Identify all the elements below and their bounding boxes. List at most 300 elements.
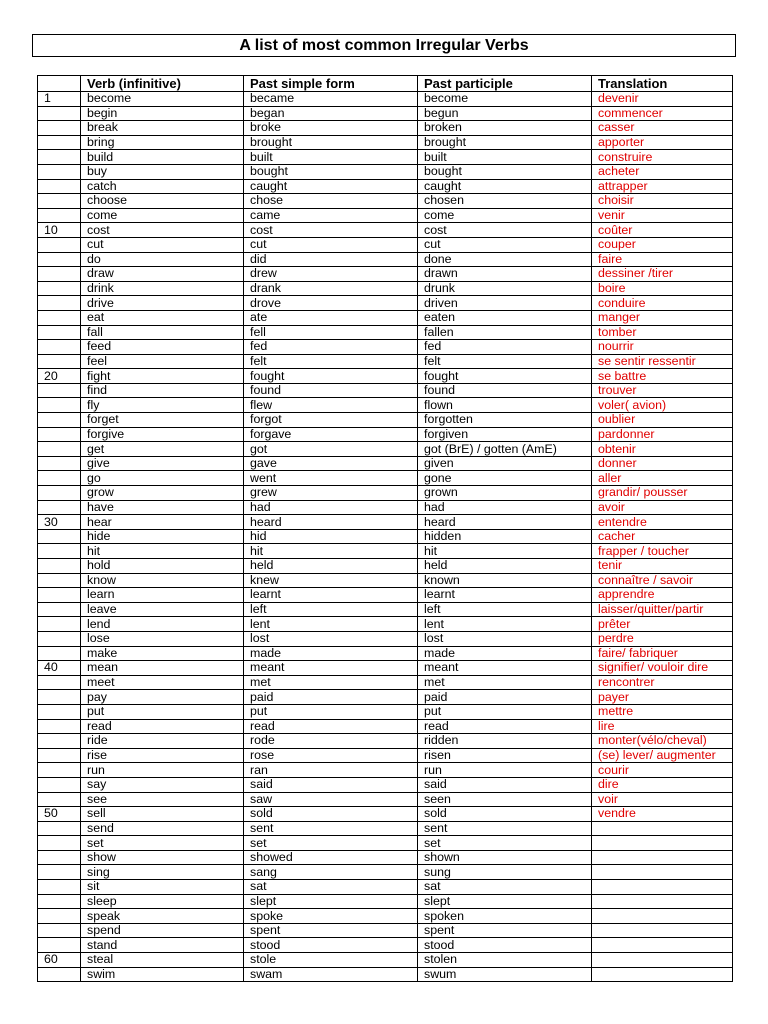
verb-infinitive: feed bbox=[81, 340, 244, 355]
past-participle: done bbox=[418, 252, 592, 267]
past-simple: sold bbox=[244, 807, 418, 822]
row-number bbox=[38, 704, 81, 719]
verb-infinitive: grow bbox=[81, 486, 244, 501]
past-simple: fought bbox=[244, 369, 418, 384]
translation: apporter bbox=[592, 135, 733, 150]
verb-infinitive: spend bbox=[81, 923, 244, 938]
table-row bbox=[38, 296, 733, 311]
past-participle: given bbox=[418, 456, 592, 471]
past-simple: began bbox=[244, 106, 418, 121]
past-simple: swam bbox=[244, 967, 418, 982]
table-row bbox=[38, 704, 733, 719]
table-row bbox=[38, 208, 733, 223]
row-number bbox=[38, 179, 81, 194]
past-participle: seen bbox=[418, 792, 592, 807]
past-simple: rose bbox=[244, 748, 418, 763]
table-row bbox=[38, 281, 733, 296]
verb-infinitive: have bbox=[81, 500, 244, 515]
past-participle: sat bbox=[418, 880, 592, 895]
past-simple: drank bbox=[244, 281, 418, 296]
translation: laisser/quitter/partir bbox=[592, 602, 733, 617]
translation: payer bbox=[592, 690, 733, 705]
past-simple: got bbox=[244, 442, 418, 457]
past-simple: paid bbox=[244, 690, 418, 705]
translation: mettre bbox=[592, 704, 733, 719]
verb-infinitive: sit bbox=[81, 880, 244, 895]
row-number bbox=[38, 194, 81, 209]
row-number bbox=[38, 967, 81, 982]
table-row bbox=[38, 150, 733, 165]
translation: construire bbox=[592, 150, 733, 165]
past-participle: sung bbox=[418, 865, 592, 880]
verb-infinitive: send bbox=[81, 821, 244, 836]
table-row bbox=[38, 194, 733, 209]
row-number bbox=[38, 938, 81, 953]
translation bbox=[592, 967, 733, 982]
translation: manger bbox=[592, 310, 733, 325]
row-number: 40 bbox=[38, 661, 81, 676]
translation: couper bbox=[592, 237, 733, 252]
translation bbox=[592, 836, 733, 851]
past-participle: cut bbox=[418, 237, 592, 252]
past-simple: spoke bbox=[244, 909, 418, 924]
verb-infinitive: fly bbox=[81, 398, 244, 413]
row-number bbox=[38, 675, 81, 690]
row-number bbox=[38, 456, 81, 471]
verb-infinitive: draw bbox=[81, 267, 244, 282]
row-number bbox=[38, 135, 81, 150]
row-number bbox=[38, 777, 81, 792]
past-participle: fallen bbox=[418, 325, 592, 340]
row-number: 50 bbox=[38, 807, 81, 822]
past-simple: forgave bbox=[244, 427, 418, 442]
row-number: 60 bbox=[38, 953, 81, 968]
verb-infinitive: become bbox=[81, 92, 244, 107]
past-participle: risen bbox=[418, 748, 592, 763]
table-row bbox=[38, 953, 733, 968]
past-simple: gave bbox=[244, 456, 418, 471]
table-row bbox=[38, 442, 733, 457]
past-participle: shown bbox=[418, 850, 592, 865]
past-participle: grown bbox=[418, 486, 592, 501]
row-number: 1 bbox=[38, 92, 81, 107]
past-simple: read bbox=[244, 719, 418, 734]
table-row bbox=[38, 325, 733, 340]
table-row bbox=[38, 821, 733, 836]
verb-infinitive: meet bbox=[81, 675, 244, 690]
row-number bbox=[38, 413, 81, 428]
verb-infinitive: sell bbox=[81, 807, 244, 822]
past-participle: built bbox=[418, 150, 592, 165]
verb-infinitive: eat bbox=[81, 310, 244, 325]
past-simple: broke bbox=[244, 121, 418, 136]
translation bbox=[592, 894, 733, 909]
past-participle: paid bbox=[418, 690, 592, 705]
row-number bbox=[38, 427, 81, 442]
past-participle: made bbox=[418, 646, 592, 661]
table-row bbox=[38, 748, 733, 763]
row-number bbox=[38, 573, 81, 588]
past-simple: slept bbox=[244, 894, 418, 909]
past-participle: spoken bbox=[418, 909, 592, 924]
row-number bbox=[38, 865, 81, 880]
translation: vendre bbox=[592, 807, 733, 822]
table-row bbox=[38, 223, 733, 238]
past-participle: eaten bbox=[418, 310, 592, 325]
past-simple: stood bbox=[244, 938, 418, 953]
row-number bbox=[38, 602, 81, 617]
verbs-table-body bbox=[38, 92, 733, 982]
past-participle: hidden bbox=[418, 529, 592, 544]
table-row bbox=[38, 179, 733, 194]
translation: rencontrer bbox=[592, 675, 733, 690]
translation: donner bbox=[592, 456, 733, 471]
translation: frapper / toucher bbox=[592, 544, 733, 559]
past-participle: run bbox=[418, 763, 592, 778]
past-simple: fell bbox=[244, 325, 418, 340]
translation bbox=[592, 953, 733, 968]
row-number bbox=[38, 310, 81, 325]
past-participle: read bbox=[418, 719, 592, 734]
past-participle: fed bbox=[418, 340, 592, 355]
table-row bbox=[38, 237, 733, 252]
row-number bbox=[38, 354, 81, 369]
translation: connaître / savoir bbox=[592, 573, 733, 588]
past-participle: driven bbox=[418, 296, 592, 311]
row-number: 30 bbox=[38, 515, 81, 530]
table-row bbox=[38, 310, 733, 325]
past-simple: knew bbox=[244, 573, 418, 588]
past-simple: bought bbox=[244, 164, 418, 179]
past-participle: got (BrE) / gotten (AmE) bbox=[418, 442, 592, 457]
row-number bbox=[38, 894, 81, 909]
verb-infinitive: learn bbox=[81, 588, 244, 603]
row-number bbox=[38, 529, 81, 544]
past-participle: broken bbox=[418, 121, 592, 136]
past-simple: grew bbox=[244, 486, 418, 501]
row-number bbox=[38, 719, 81, 734]
header-infinitive: Verb (infinitive) bbox=[81, 76, 244, 92]
table-row bbox=[38, 354, 733, 369]
past-simple: drove bbox=[244, 296, 418, 311]
past-participle: begun bbox=[418, 106, 592, 121]
header-translation: Translation bbox=[592, 76, 733, 92]
table-row bbox=[38, 369, 733, 384]
translation bbox=[592, 850, 733, 865]
past-participle: had bbox=[418, 500, 592, 515]
row-number bbox=[38, 617, 81, 632]
table-row bbox=[38, 92, 733, 107]
past-simple: left bbox=[244, 602, 418, 617]
table-row bbox=[38, 340, 733, 355]
past-participle: spent bbox=[418, 923, 592, 938]
verb-infinitive: stand bbox=[81, 938, 244, 953]
translation: coûter bbox=[592, 223, 733, 238]
verb-infinitive: hear bbox=[81, 515, 244, 530]
past-simple: meant bbox=[244, 661, 418, 676]
translation: choisir bbox=[592, 194, 733, 209]
table-row bbox=[38, 588, 733, 603]
table-row bbox=[38, 865, 733, 880]
verb-infinitive: set bbox=[81, 836, 244, 851]
verb-infinitive: steal bbox=[81, 953, 244, 968]
row-number bbox=[38, 106, 81, 121]
verb-infinitive: say bbox=[81, 777, 244, 792]
row-number bbox=[38, 763, 81, 778]
table-row bbox=[38, 559, 733, 574]
translation: se sentir ressentir bbox=[592, 354, 733, 369]
translation: avoir bbox=[592, 500, 733, 515]
past-simple: sent bbox=[244, 821, 418, 836]
translation: perdre bbox=[592, 631, 733, 646]
past-simple: sang bbox=[244, 865, 418, 880]
translation: oublier bbox=[592, 413, 733, 428]
past-simple: hid bbox=[244, 529, 418, 544]
row-number bbox=[38, 821, 81, 836]
table-row bbox=[38, 734, 733, 749]
table-row bbox=[38, 121, 733, 136]
row-number bbox=[38, 164, 81, 179]
past-simple: drew bbox=[244, 267, 418, 282]
table-row bbox=[38, 486, 733, 501]
past-simple: put bbox=[244, 704, 418, 719]
row-number bbox=[38, 500, 81, 515]
past-participle: cost bbox=[418, 223, 592, 238]
past-participle: forgiven bbox=[418, 427, 592, 442]
past-participle: flown bbox=[418, 398, 592, 413]
table-header-row bbox=[38, 76, 733, 92]
header-past-participle: Past participle bbox=[418, 76, 592, 92]
row-number bbox=[38, 121, 81, 136]
table-row bbox=[38, 850, 733, 865]
verb-infinitive: leave bbox=[81, 602, 244, 617]
past-simple: saw bbox=[244, 792, 418, 807]
table-row bbox=[38, 515, 733, 530]
verb-infinitive: swim bbox=[81, 967, 244, 982]
verb-infinitive: choose bbox=[81, 194, 244, 209]
past-simple: flew bbox=[244, 398, 418, 413]
translation: voir bbox=[592, 792, 733, 807]
table-row bbox=[38, 719, 733, 734]
past-simple: fed bbox=[244, 340, 418, 355]
past-participle: bought bbox=[418, 164, 592, 179]
translation: commencer bbox=[592, 106, 733, 121]
translation: tenir bbox=[592, 559, 733, 574]
past-participle: gone bbox=[418, 471, 592, 486]
verb-infinitive: find bbox=[81, 383, 244, 398]
row-number bbox=[38, 850, 81, 865]
verb-infinitive: bring bbox=[81, 135, 244, 150]
past-participle: meant bbox=[418, 661, 592, 676]
past-simple: went bbox=[244, 471, 418, 486]
verbs-table bbox=[37, 75, 733, 982]
past-participle: met bbox=[418, 675, 592, 690]
past-participle: found bbox=[418, 383, 592, 398]
verb-infinitive: feel bbox=[81, 354, 244, 369]
past-participle: caught bbox=[418, 179, 592, 194]
past-participle: ridden bbox=[418, 734, 592, 749]
past-participle: sent bbox=[418, 821, 592, 836]
row-number bbox=[38, 631, 81, 646]
past-simple: found bbox=[244, 383, 418, 398]
table-row bbox=[38, 967, 733, 982]
past-simple: heard bbox=[244, 515, 418, 530]
past-participle: left bbox=[418, 602, 592, 617]
row-number bbox=[38, 880, 81, 895]
row-number bbox=[38, 267, 81, 282]
translation: prêter bbox=[592, 617, 733, 632]
table-row bbox=[38, 675, 733, 690]
table-row bbox=[38, 923, 733, 938]
table-row bbox=[38, 164, 733, 179]
table-row bbox=[38, 106, 733, 121]
past-participle: heard bbox=[418, 515, 592, 530]
verb-infinitive: do bbox=[81, 252, 244, 267]
translation: acheter bbox=[592, 164, 733, 179]
past-simple: made bbox=[244, 646, 418, 661]
translation: nourrir bbox=[592, 340, 733, 355]
past-participle: hit bbox=[418, 544, 592, 559]
table-row bbox=[38, 807, 733, 822]
table-row bbox=[38, 792, 733, 807]
verb-infinitive: drink bbox=[81, 281, 244, 296]
past-simple: cut bbox=[244, 237, 418, 252]
row-number bbox=[38, 690, 81, 705]
table-row bbox=[38, 909, 733, 924]
translation: pardonner bbox=[592, 427, 733, 442]
verb-infinitive: show bbox=[81, 850, 244, 865]
verb-infinitive: cost bbox=[81, 223, 244, 238]
past-participle: sold bbox=[418, 807, 592, 822]
row-number bbox=[38, 325, 81, 340]
verb-infinitive: hit bbox=[81, 544, 244, 559]
table-row bbox=[38, 398, 733, 413]
table-row bbox=[38, 471, 733, 486]
verb-infinitive: hold bbox=[81, 559, 244, 574]
row-number bbox=[38, 281, 81, 296]
translation: voler( avion) bbox=[592, 398, 733, 413]
past-simple: learnt bbox=[244, 588, 418, 603]
past-simple: brought bbox=[244, 135, 418, 150]
table-row bbox=[38, 135, 733, 150]
verb-infinitive: cut bbox=[81, 237, 244, 252]
past-simple: held bbox=[244, 559, 418, 574]
table-row bbox=[38, 573, 733, 588]
past-simple: set bbox=[244, 836, 418, 851]
past-participle: stood bbox=[418, 938, 592, 953]
past-participle: held bbox=[418, 559, 592, 574]
row-number bbox=[38, 237, 81, 252]
table-row bbox=[38, 836, 733, 851]
translation: obtenir bbox=[592, 442, 733, 457]
table-row bbox=[38, 777, 733, 792]
table-row bbox=[38, 894, 733, 909]
past-participle: stolen bbox=[418, 953, 592, 968]
translation: conduire bbox=[592, 296, 733, 311]
past-participle: put bbox=[418, 704, 592, 719]
past-simple: ran bbox=[244, 763, 418, 778]
past-participle: drunk bbox=[418, 281, 592, 296]
row-number bbox=[38, 923, 81, 938]
row-number bbox=[38, 398, 81, 413]
row-number bbox=[38, 150, 81, 165]
translation: dessiner /tirer bbox=[592, 267, 733, 282]
past-simple: spent bbox=[244, 923, 418, 938]
table-row bbox=[38, 880, 733, 895]
past-simple: became bbox=[244, 92, 418, 107]
translation bbox=[592, 821, 733, 836]
translation bbox=[592, 923, 733, 938]
past-participle: forgotten bbox=[418, 413, 592, 428]
table-row bbox=[38, 602, 733, 617]
past-simple: lent bbox=[244, 617, 418, 632]
past-participle: swum bbox=[418, 967, 592, 982]
verb-infinitive: drive bbox=[81, 296, 244, 311]
past-participle: lent bbox=[418, 617, 592, 632]
translation: attrapper bbox=[592, 179, 733, 194]
table-row bbox=[38, 456, 733, 471]
translation: trouver bbox=[592, 383, 733, 398]
translation: aller bbox=[592, 471, 733, 486]
translation: venir bbox=[592, 208, 733, 223]
past-participle: lost bbox=[418, 631, 592, 646]
past-simple: said bbox=[244, 777, 418, 792]
translation: se battre bbox=[592, 369, 733, 384]
past-participle: set bbox=[418, 836, 592, 851]
table-row bbox=[38, 252, 733, 267]
page-title bbox=[32, 34, 736, 57]
translation: tomber bbox=[592, 325, 733, 340]
past-simple: ate bbox=[244, 310, 418, 325]
translation: monter(vélo/cheval) bbox=[592, 734, 733, 749]
verb-infinitive: lend bbox=[81, 617, 244, 632]
translation: devenir bbox=[592, 92, 733, 107]
verb-infinitive: give bbox=[81, 456, 244, 471]
verb-infinitive: hide bbox=[81, 529, 244, 544]
translation bbox=[592, 880, 733, 895]
translation: grandir/ pousser bbox=[592, 486, 733, 501]
verb-infinitive: fight bbox=[81, 369, 244, 384]
table-row bbox=[38, 690, 733, 705]
verb-infinitive: get bbox=[81, 442, 244, 457]
row-number bbox=[38, 909, 81, 924]
past-simple: chose bbox=[244, 194, 418, 209]
past-participle: brought bbox=[418, 135, 592, 150]
past-simple: sat bbox=[244, 880, 418, 895]
table-row bbox=[38, 500, 733, 515]
past-simple: lost bbox=[244, 631, 418, 646]
translation: entendre bbox=[592, 515, 733, 530]
past-participle: drawn bbox=[418, 267, 592, 282]
table-row bbox=[38, 529, 733, 544]
past-participle: come bbox=[418, 208, 592, 223]
translation: apprendre bbox=[592, 588, 733, 603]
past-participle: felt bbox=[418, 354, 592, 369]
past-simple: felt bbox=[244, 354, 418, 369]
row-number bbox=[38, 588, 81, 603]
table-row bbox=[38, 631, 733, 646]
translation: courir bbox=[592, 763, 733, 778]
row-number bbox=[38, 792, 81, 807]
row-number bbox=[38, 296, 81, 311]
table-row bbox=[38, 938, 733, 953]
verb-infinitive: ride bbox=[81, 734, 244, 749]
page-title-text: A list of most common Irregular Verbs bbox=[239, 36, 529, 54]
header-number bbox=[38, 76, 81, 92]
verb-infinitive: mean bbox=[81, 661, 244, 676]
translation bbox=[592, 865, 733, 880]
verb-infinitive: forget bbox=[81, 413, 244, 428]
